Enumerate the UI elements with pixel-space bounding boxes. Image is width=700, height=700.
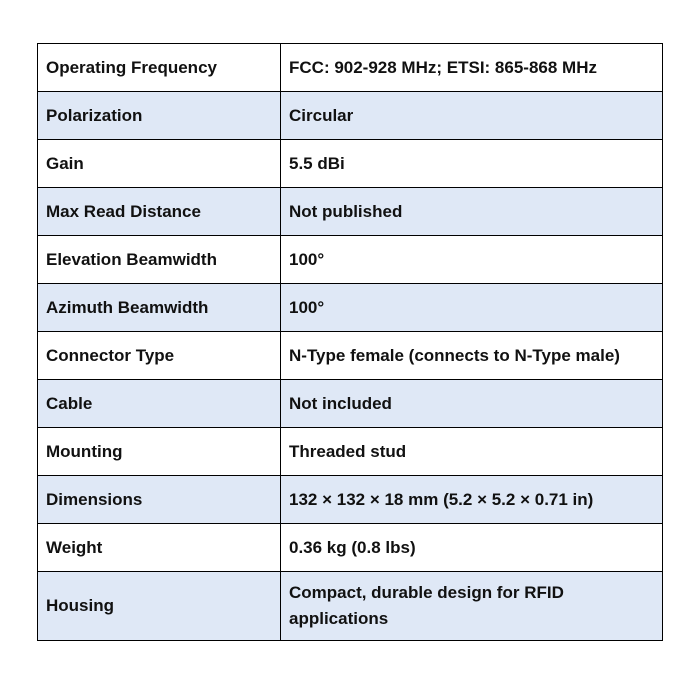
spec-value: 132 × 132 × 18 mm (5.2 × 5.2 × 0.71 in) bbox=[281, 476, 663, 524]
table-row bbox=[38, 92, 663, 140]
spec-label: Operating Frequency bbox=[38, 44, 281, 92]
table-row bbox=[38, 140, 663, 188]
spec-value: N-Type female (connects to N-Type male) bbox=[281, 332, 663, 380]
table-row bbox=[38, 188, 663, 236]
table-row bbox=[38, 572, 663, 641]
spec-value: 0.36 kg (0.8 lbs) bbox=[281, 524, 663, 572]
spec-label: Connector Type bbox=[38, 332, 281, 380]
table-row bbox=[38, 524, 663, 572]
table-row bbox=[38, 332, 663, 380]
spec-value: Circular bbox=[281, 92, 663, 140]
spec-label: Weight bbox=[38, 524, 281, 572]
spec-label: Max Read Distance bbox=[38, 188, 281, 236]
table-row bbox=[38, 428, 663, 476]
spec-label: Mounting bbox=[38, 428, 281, 476]
spec-value: Not included bbox=[281, 380, 663, 428]
spec-label: Azimuth Beamwidth bbox=[38, 284, 281, 332]
spec-value: Threaded stud bbox=[281, 428, 663, 476]
spec-label: Cable bbox=[38, 380, 281, 428]
spec-value: Compact, durable design for RFID applications bbox=[281, 572, 663, 641]
spec-label: Dimensions bbox=[38, 476, 281, 524]
spec-label: Polarization bbox=[38, 92, 281, 140]
spec-table bbox=[37, 43, 663, 641]
spec-value: 100° bbox=[281, 284, 663, 332]
table-row bbox=[38, 284, 663, 332]
spec-label: Gain bbox=[38, 140, 281, 188]
table-row bbox=[38, 476, 663, 524]
spec-label: Housing bbox=[38, 572, 281, 641]
spec-value: 5.5 dBi bbox=[281, 140, 663, 188]
spec-label: Elevation Beamwidth bbox=[38, 236, 281, 284]
spec-value: 100° bbox=[281, 236, 663, 284]
table-row bbox=[38, 44, 663, 92]
table-row bbox=[38, 380, 663, 428]
spec-value: FCC: 902-928 MHz; ETSI: 865-868 MHz bbox=[281, 44, 663, 92]
table-row bbox=[38, 236, 663, 284]
spec-value: Not published bbox=[281, 188, 663, 236]
